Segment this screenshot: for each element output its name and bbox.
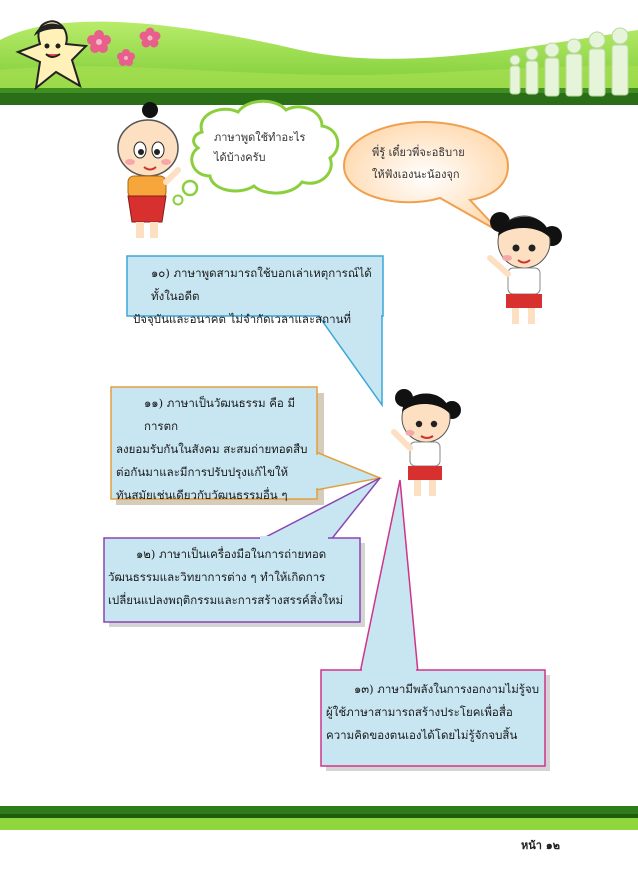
point-11-line-4: ทันสมัยเช่นเดียวกับวัฒนธรรมอื่น ๆ <box>116 488 288 502</box>
boy-character-icon <box>118 102 178 238</box>
thought-bubble-text <box>214 128 305 168</box>
point-11-line-2: ลงยอมรับกันในสังคม สะสมถ่ายทอดสืบ <box>116 442 308 456</box>
thought-line-1: ภาษาพูดใช้ทำอะไร <box>214 131 306 144</box>
girl-character-icon <box>490 212 562 324</box>
point-12-text <box>108 543 358 612</box>
point-12-line-3: เปลี่ยนแปลงพฤติกรรมและการสร้างสรรค์สิ่งใหม่ <box>108 593 344 607</box>
point-12-line-1: ๑๒) ภาษาเป็นเครื่องมือในการถ่ายทอด <box>136 547 327 561</box>
girl-character-center-icon <box>394 389 461 496</box>
speech-line-2: ให้ฟังเองนะน้องจุก <box>372 168 460 181</box>
point-13-line-2: ผู้ใช้ภาษาสามารถสร้างประโยคเพื่อสื่อ <box>326 705 513 719</box>
point-13-line-3: ความคิดของตนเองได้โดยไม่รู้จักจบสิ้น <box>326 728 518 742</box>
point-13-line-1: ๑๓) ภาษามีพลังในการงอกงามไม่รู้จบ <box>354 682 539 696</box>
point-12-line-2: วัฒนธรรมและวิทยาการต่าง ๆ ทำให้เกิดการ <box>108 570 326 584</box>
point-10-text <box>133 262 381 331</box>
point-11-line-3: ต่อกันมาและมีการปรับปรุงแก้ไขให้ <box>116 465 289 479</box>
speech-line-1: พี่รู้ เดี๋ยวพี่จะอธิบาย <box>372 146 465 159</box>
point-10-line-2: ปัจจุบันและอนาคต ไม่จำกัดเวลาและสถานที่ <box>133 312 352 326</box>
point-11-text <box>116 392 314 507</box>
point-13-text <box>326 678 542 747</box>
page-number: หน้า ๑๒ <box>520 839 560 852</box>
point-10-line-1: ๑๐) ภาษาพูดสามารถใช้บอกเล่าเหตุการณ์ได้ ทั้งในอดีต <box>151 266 372 303</box>
speech-bubble-text <box>372 142 465 186</box>
thought-line-2: ได้บ้างครับ <box>214 151 266 164</box>
point-11-line-1: ๑๑) ภาษาเป็นวัฒนธรรม คือ มีการตก <box>144 396 296 433</box>
